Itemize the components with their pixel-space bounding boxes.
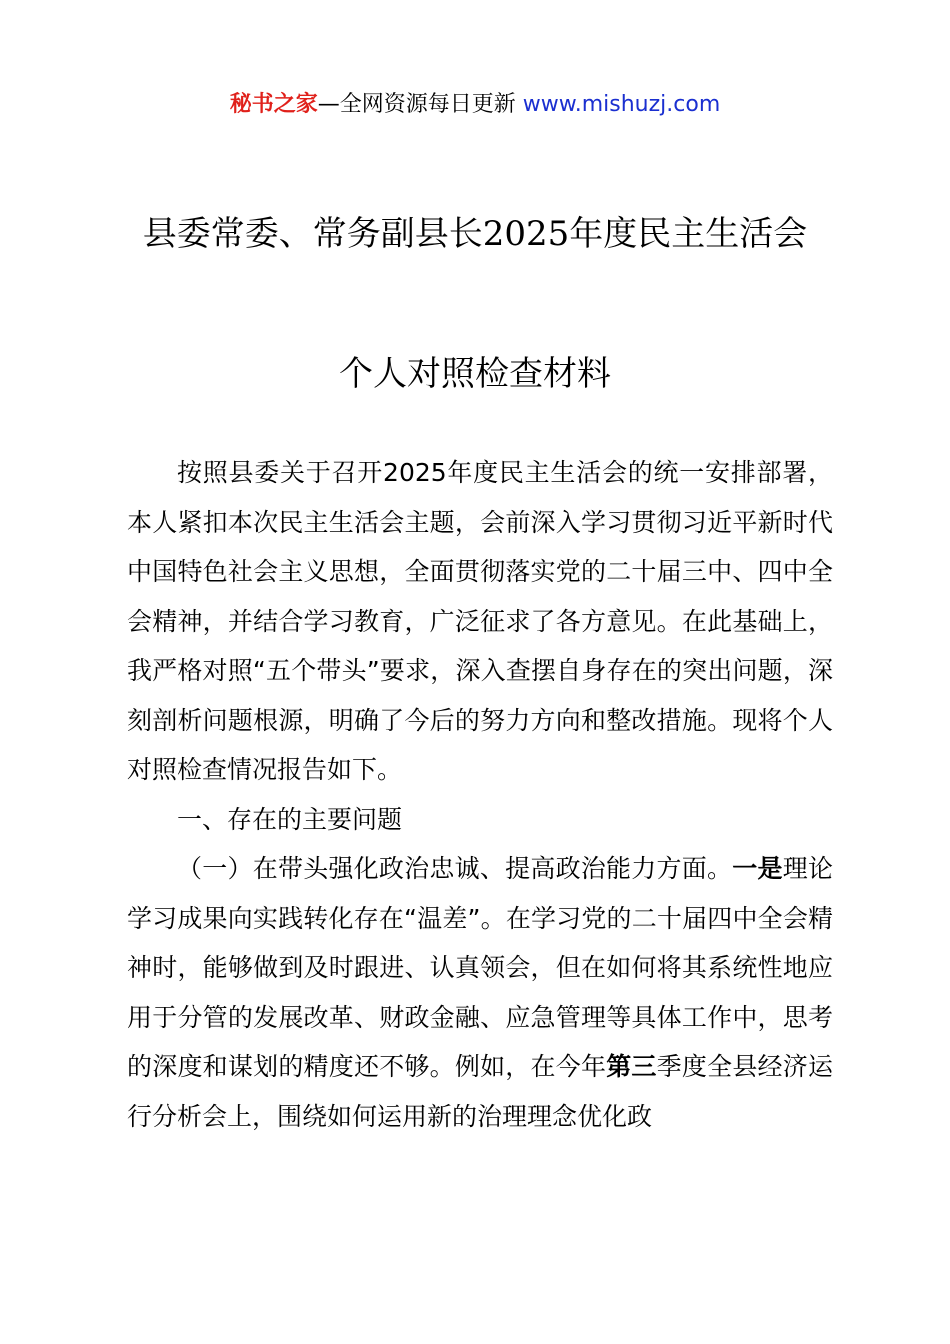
site-brand: 秘书之家 [229,92,318,117]
subsection-text-2: 季度全县经济运行分析会上，围绕如何运用新的治理理念优化政 [127,1052,833,1131]
site-slogan: —全网资源每日更新 [317,92,523,117]
bold-marker-third: 第三 [606,1052,657,1081]
document-title-line2: 个人对照检查材料 [339,354,611,394]
document-title-line1: 县委常委、常务副县长2025年度民主生活会 [142,214,808,254]
intro-paragraph: 按照县委关于召开2025年度民主生活会的统一安排部署，本人紧扣本次民主生活会主题，会前深入学习贯彻习近平新时代中国特色社会主义思想，全面贯彻落实党的二十届三中、四中全会精神，并结合学习教育，广泛征求了各方意见。在此基础上，我严格对照“五个带头”要求，深入查摆自身存在的突出问题，深刻剖析问题根源，明确了今后的努力方向和整改措施。现将个人对照检查情况报告如下。 [127,458,833,784]
subsection-paragraph [127,844,833,1141]
subsection-text-1: 理论学习成果向实践转化存在“温差”。在学习党的二十届四中全会精神时，能够做到及时跟进、认真领会，但在如何将其系统性地应用于分管的发展改革、财政金融、应急管理等具体工作中，思考的深度和谋划的精度还不够。例如，在今年 [127,854,833,1081]
site-url-link[interactable]: www.mishuzj.com [522,92,721,117]
site-header [0,88,950,122]
section-heading: 一、存在的主要问题 [177,804,403,834]
document-body [127,448,833,1141]
bold-marker-first: 一是 [732,854,783,883]
subsection-prefix: （一）在带头强化政治忠诚、提高政治能力方面。 [177,854,733,883]
